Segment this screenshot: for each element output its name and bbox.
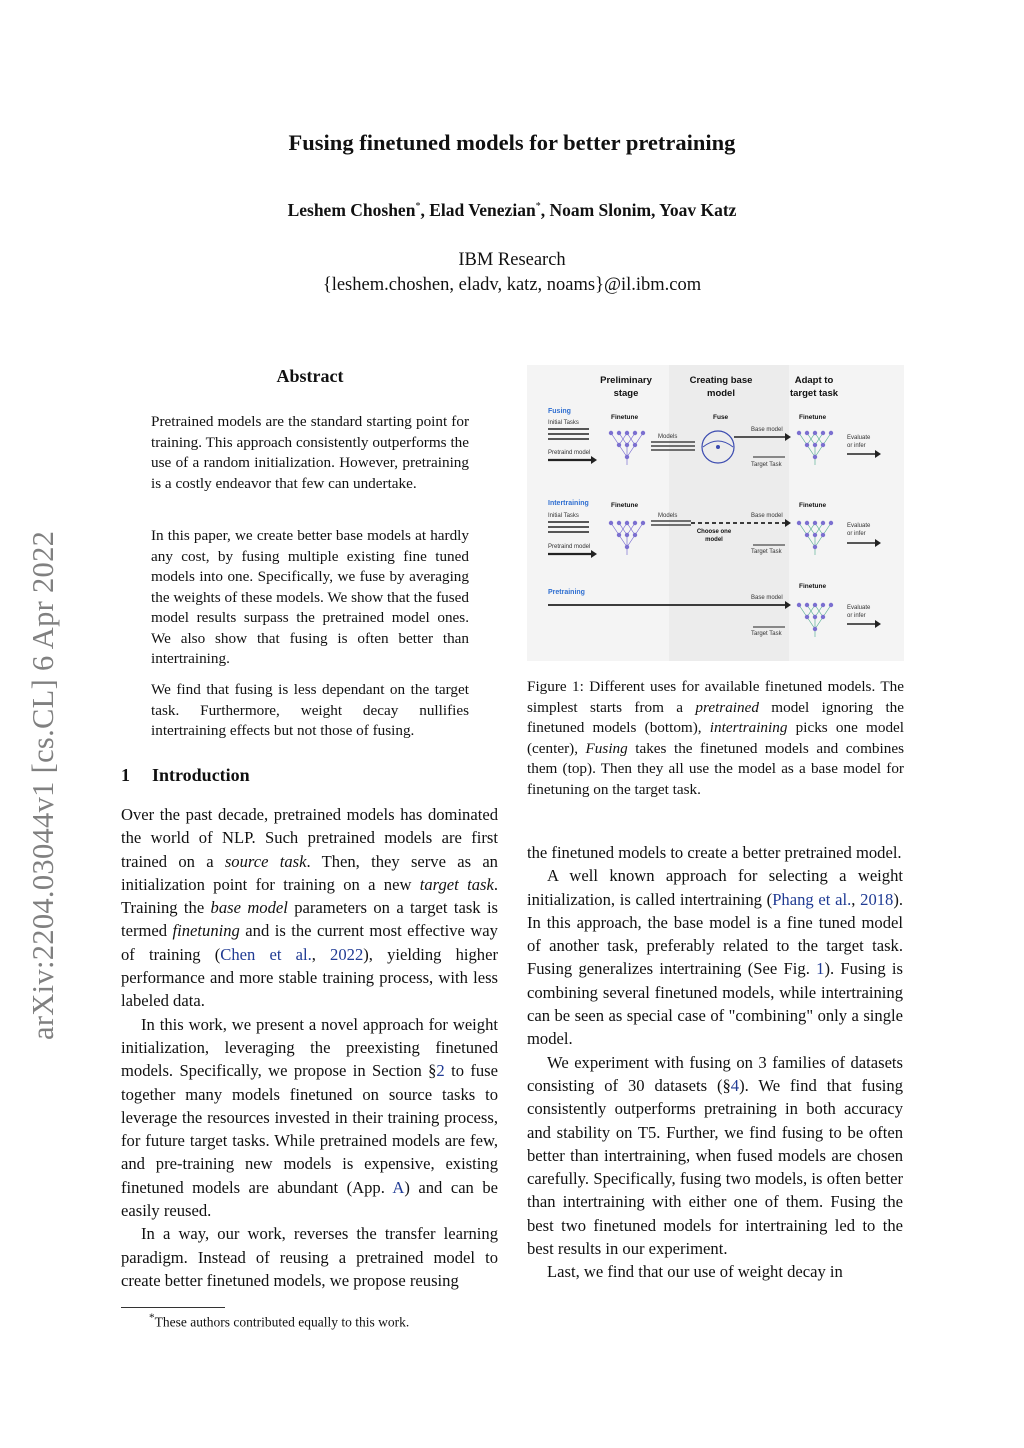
row-label: Intertraining bbox=[548, 500, 589, 507]
body-paragraph: Over the past decade, pretrained models has dominated the world of NLP. Such pretrained models are first trained on a source task. Then, they serve as an initialization point for training on a new target task. Training the base model parameters on a target task is termed finetuning and is the current most effective way of training (Chen et al., 2022), yielding higher performance and more stable training process, with less labeled data. bbox=[121, 805, 499, 1011]
abstract-paragraph: In this paper, we create better base models at hardly any cost, by fusing multiple existing fine tuned models into one. Specifically, we fuse by averaging the weights of these models. We show that the fused model results surpass the pretrained model ones. We also show that fusing is often better than intertraining. bbox=[151, 527, 469, 667]
footnote: *These authors contributed equally to this work. bbox=[149, 1312, 410, 1330]
right-column-body bbox=[527, 841, 903, 1284]
body-paragraph: the finetuned models to create a better pretrained model. bbox=[527, 843, 902, 862]
pretrained-label: Pretraind model bbox=[548, 450, 591, 456]
infer-label: or infer bbox=[847, 531, 866, 537]
evaluate-label: Evaluate bbox=[847, 523, 871, 529]
stage-label: Creating base bbox=[689, 375, 753, 386]
infer-label: or infer bbox=[847, 613, 866, 619]
body-paragraph: In this work, we present a novel approach for weight initialization, leveraging the preexisting finetuned models. Specifically, we propose in Section §2 to fuse together many models finetuned on source tasks to leverage the resources invested in their training process, for future target tasks. While pretrained models are few, and pre-training new models is expensive, existing finetuned models are abundant (App. A) and can be easily reused. bbox=[121, 1014, 498, 1221]
pretrained-label: Pretraind model bbox=[548, 544, 591, 550]
footnote-rule bbox=[121, 1307, 225, 1308]
models-label: Models bbox=[658, 513, 678, 519]
choose-one-label: Choose one bbox=[696, 529, 732, 535]
models-label: Models bbox=[658, 434, 678, 440]
body-paragraph: In a way, our work, reverses the transfer learning paradigm. Instead of reusing a pretrained model to create better finetuned models, we propose reusing bbox=[121, 1224, 498, 1290]
finetune-label: Finetune bbox=[799, 502, 827, 509]
evaluate-label: Evaluate bbox=[847, 605, 871, 611]
affiliation-block bbox=[0, 248, 1024, 298]
row-label: Pretraining bbox=[548, 589, 585, 596]
base-model-label: Base model bbox=[751, 427, 783, 433]
figure-1 bbox=[527, 365, 904, 661]
body-paragraph: Last, we find that our use of weight decay in bbox=[547, 1262, 843, 1282]
model-label: model bbox=[705, 537, 723, 543]
paper-title: Fusing finetuned models for better pretraining bbox=[288, 130, 736, 155]
section-title: Introduction bbox=[152, 765, 250, 785]
author-emails: {leshem.choshen, eladv, katz, noams}@il.ibm.com bbox=[322, 275, 702, 295]
paper-authors: Leshem Choshen*, Elad Venezian*, Noam Slonim, Yoav Katz bbox=[287, 200, 737, 220]
target-task-label: Target Task bbox=[751, 631, 782, 637]
abstract-heading: Abstract bbox=[276, 366, 344, 386]
finetune-label: Finetune bbox=[611, 414, 639, 421]
target-task-label: Target Task bbox=[751, 462, 782, 468]
abstract-paragraph: Pretrained models are the standard starting point for training. This approach consistently outperforms the use of a random initialization. However, pretraining is a costly endeavor that few can undertake. bbox=[151, 413, 469, 492]
stage-label: target task bbox=[789, 388, 839, 399]
figure-diagram bbox=[527, 365, 904, 661]
abstract-paragraph: We find that fusing is less dependant on the target task. Furthermore, weight decay nullifies intertraining effects but not those of fusing. bbox=[151, 681, 469, 739]
finetune-label: Finetune bbox=[611, 502, 639, 509]
evaluate-label: Evaluate bbox=[847, 435, 871, 441]
figure-caption: Figure 1: Different uses for available finetuned models. The simplest starts from a pretrained model ignoring the finetuned models (bottom), intertraining picks one model (center), Fusing takes the finetuned models and combines them (top). Then they all use the model as a base model for finetuning on the target task. bbox=[527, 678, 905, 798]
target-task-label: Target Task bbox=[751, 549, 782, 555]
base-model-label: Base model bbox=[751, 595, 783, 601]
section-number: 1 bbox=[121, 765, 130, 785]
stage-label: Preliminary bbox=[600, 375, 652, 386]
body-paragraph: A well known approach for selecting a weight initialization, is called intertraining (Phang et al., 2018). In this approach, the base model is a fine tuned model of another task, preferably related to the target task. Fusing generalizes intertraining (See Fig. 1). Fusing is combining several finetuned models, while intertraining can be seen as special case of "combining" only a single model. bbox=[527, 866, 904, 1049]
row-label: Fusing bbox=[548, 408, 571, 415]
section-heading bbox=[121, 765, 250, 786]
affiliation: IBM Research bbox=[458, 250, 566, 270]
initial-tasks-label: Initial Tasks bbox=[548, 420, 579, 426]
finetune-label: Finetune bbox=[799, 414, 827, 421]
stage-label: Adapt to bbox=[794, 375, 834, 386]
infer-label: or infer bbox=[847, 443, 866, 449]
stage-label: model bbox=[707, 388, 735, 399]
arxiv-watermark: arXiv:2204.03044v1 [cs.CL] 6 Apr 2022 bbox=[26, 530, 60, 1040]
fuse-label: Fuse bbox=[713, 414, 729, 421]
base-model-label: Base model bbox=[751, 513, 783, 519]
stage-label: stage bbox=[613, 388, 639, 399]
body-paragraph: We experiment with fusing on 3 families of datasets consisting of 30 datasets (§4). We find that fusing consistently outperforms pretraining in both accuracy and stability on T5. Further, we find fusing to be often better than intertraining, when fused models are chosen carefully. Specifically, fusing two models, is often better than intertraining with either one of them. Fusing the best two finetuned models for intertraining led to the best results in our experiment. bbox=[527, 1052, 903, 1259]
left-column-body bbox=[121, 803, 498, 1292]
initial-tasks-label: Initial Tasks bbox=[548, 513, 579, 519]
finetune-label: Finetune bbox=[799, 583, 827, 590]
